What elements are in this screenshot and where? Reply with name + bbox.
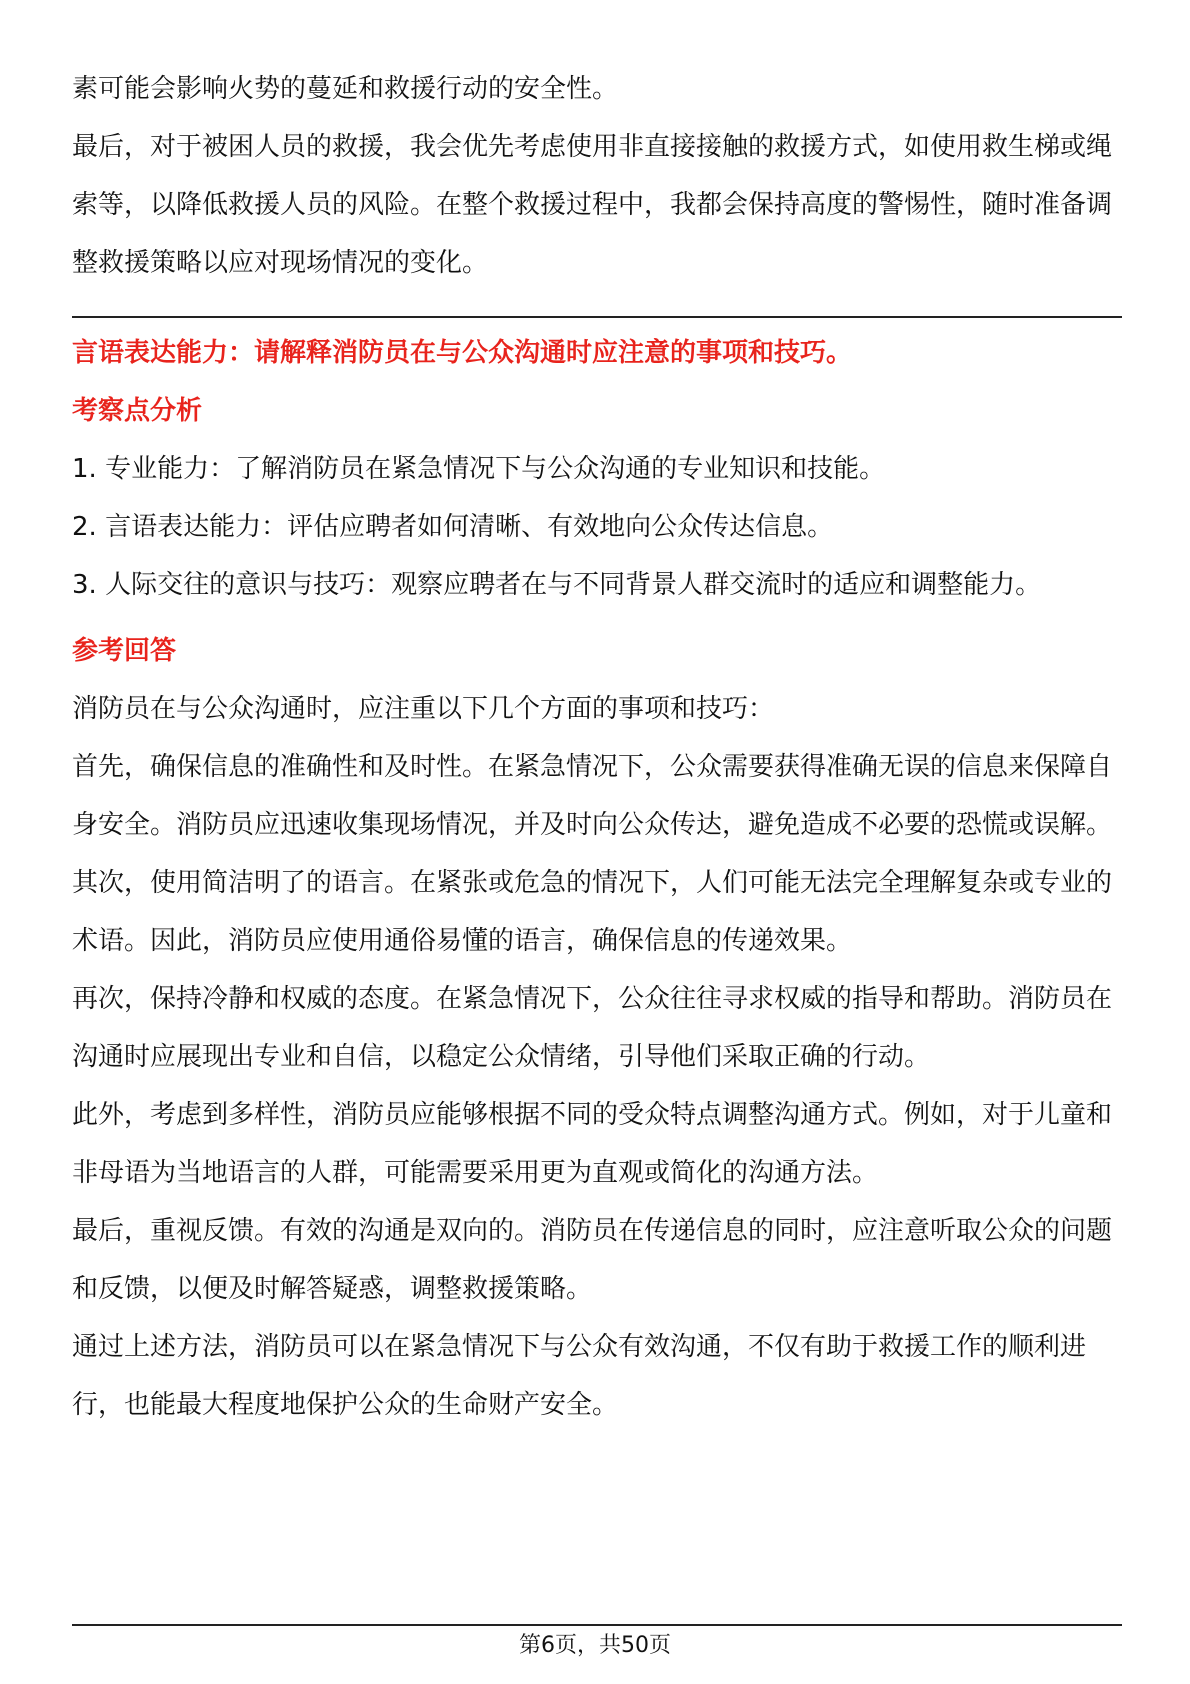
answer-paragraph-6: 最后，重视反馈。有效的沟通是双向的。消防员在传递信息的同时，应注意听取公众的问题和反馈，以便及时解答疑惑，调整救援策略。 bbox=[72, 1216, 1113, 1304]
spacer bbox=[72, 614, 1118, 622]
analysis-item-1: 1. 专业能力：了解消防员在紧急情况下与公众沟通的专业知识和技能。 bbox=[72, 454, 886, 484]
analysis-item-3: 3. 人际交往的意识与技巧：观察应聘者在与不同背景人群交流时的适应和调整能力。 bbox=[72, 570, 1042, 600]
document-body bbox=[72, 60, 1118, 1434]
intro-paragraph-2: 最后，对于被困人员的救援，我会优先考虑使用非直接接触的救援方式，如使用救生梯或绳索等，以降低救援人员的风险。在整个救援过程中，我都会保持高度的警惕性，随时准备调整救援策略以应对现场情况的变化。 bbox=[72, 132, 1113, 278]
analysis-item-2: 2. 言语表达能力：评估应聘者如何清晰、有效地向公众传达信息。 bbox=[72, 512, 834, 542]
answer-paragraph-2: 首先，确保信息的准确性和及时性。在紧急情况下，公众需要获得准确无误的信息来保障自身安全。消防员应迅速收集现场情况，并及时向公众传达，避免造成不必要的恐慌或误解。 bbox=[72, 752, 1113, 840]
answer-paragraph-7: 通过上述方法，消防员可以在紧急情况下与公众有效沟通，不仅有助于救援工作的顺利进行，也能最大程度地保护公众的生命财产安全。 bbox=[72, 1332, 1087, 1420]
page-number: 第6页，共50页 bbox=[519, 1633, 671, 1658]
footer-divider bbox=[72, 1624, 1122, 1626]
intro-paragraph-1: 素可能会影响火势的蔓延和救援行动的安全性。 bbox=[72, 74, 619, 104]
answer-paragraph-5: 此外，考虑到多样性，消防员应能够根据不同的受众特点调整沟通方式。例如，对于儿童和非母语为当地语言的人群，可能需要采用更为直观或简化的沟通方法。 bbox=[72, 1100, 1113, 1188]
section-divider bbox=[72, 316, 1122, 318]
answer-paragraph-1: 消防员在与公众沟通时，应注重以下几个方面的事项和技巧： bbox=[72, 694, 775, 724]
analysis-title: 考察点分析 bbox=[72, 396, 203, 426]
answer-paragraph-3: 其次，使用简洁明了的语言。在紧张或危急的情况下，人们可能无法完全理解复杂或专业的术语。因此，消防员应使用通俗易懂的语言，确保信息的传递效果。 bbox=[72, 868, 1113, 956]
answer-title: 参考回答 bbox=[72, 636, 177, 666]
answer-paragraph-4: 再次，保持冷静和权威的态度。在紧急情况下，公众往往寻求权威的指导和帮助。消防员在沟通时应展现出专业和自信，以稳定公众情绪，引导他们采取正确的行动。 bbox=[72, 984, 1113, 1072]
question-heading: 言语表达能力：请解释消防员在与公众沟通时应注意的事项和技巧。 bbox=[72, 338, 853, 368]
